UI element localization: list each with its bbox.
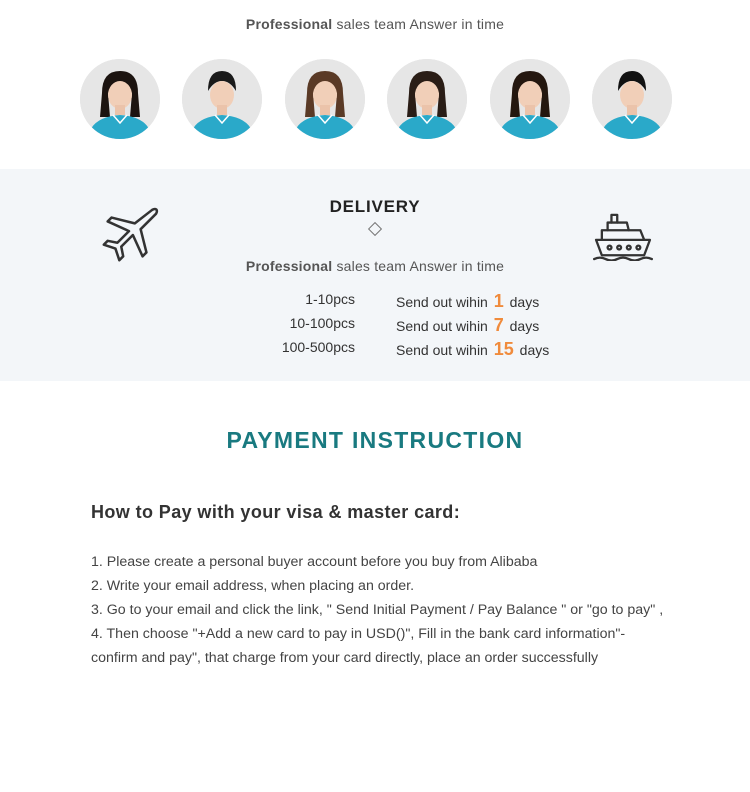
shipping-time	[396, 291, 539, 312]
shipping-days-number: 7	[493, 315, 504, 335]
shipping-days-number: 15	[493, 339, 514, 359]
shipping-row	[0, 315, 750, 339]
shipping-time	[396, 315, 539, 336]
team-tagline	[0, 16, 750, 32]
team-member-avatar	[80, 59, 160, 139]
delivery-tagline-bold: Professional	[245, 258, 333, 274]
shipping-prefix: Send out wihin	[396, 342, 488, 358]
shipping-prefix: Send out wihin	[396, 318, 488, 334]
shipping-days-number: 1	[493, 291, 504, 311]
shipping-row	[0, 291, 750, 315]
team-member-avatar	[592, 59, 672, 139]
team-member-avatar	[490, 59, 570, 139]
payment-step: 3. Go to your email and click the link, " Send Initial Payment / Pay Balance " or "go to pay" ,	[91, 602, 664, 618]
delivery-tagline-rest: sales team Answer in time	[332, 258, 505, 274]
ship-icon	[592, 211, 654, 261]
shipping-quantity: 10-100pcs	[289, 315, 355, 331]
shipping-suffix: days	[509, 294, 540, 310]
shipping-suffix: days	[509, 318, 540, 334]
payment-steps	[91, 550, 671, 670]
delivery-title: DELIVERY	[329, 197, 421, 216]
payment-step: 1. Please create a personal buyer account before you buy from Alibaba	[91, 554, 538, 570]
payment-title: PAYMENT INSTRUCTION	[226, 427, 524, 453]
shipping-suffix: days	[519, 342, 550, 358]
shipping-quantity: 100-500pcs	[281, 339, 355, 355]
team-member-avatar	[387, 59, 467, 139]
tagline-bold: Professional	[245, 16, 333, 32]
team-member-avatar	[285, 59, 365, 139]
shipping-quantity: 1-10pcs	[305, 291, 355, 307]
payment-subtitle: How to Pay with your visa & master card:	[91, 502, 461, 522]
payment-step: 2. Write your email address, when placing an order.	[91, 578, 415, 594]
shipping-prefix: Send out wihin	[396, 294, 488, 310]
shipping-row	[0, 339, 750, 363]
shipping-time	[396, 339, 549, 360]
payment-step: 4. Then choose "+Add a new card to pay in USD()", Fill in the bank card information"-confirm and pay", that charge from your card directly, place an order successfully	[91, 626, 626, 666]
sales-team-row	[80, 59, 672, 139]
team-member-avatar	[182, 59, 262, 139]
delivery-tagline	[0, 258, 750, 274]
tagline-rest: sales team Answer in time	[332, 16, 505, 32]
